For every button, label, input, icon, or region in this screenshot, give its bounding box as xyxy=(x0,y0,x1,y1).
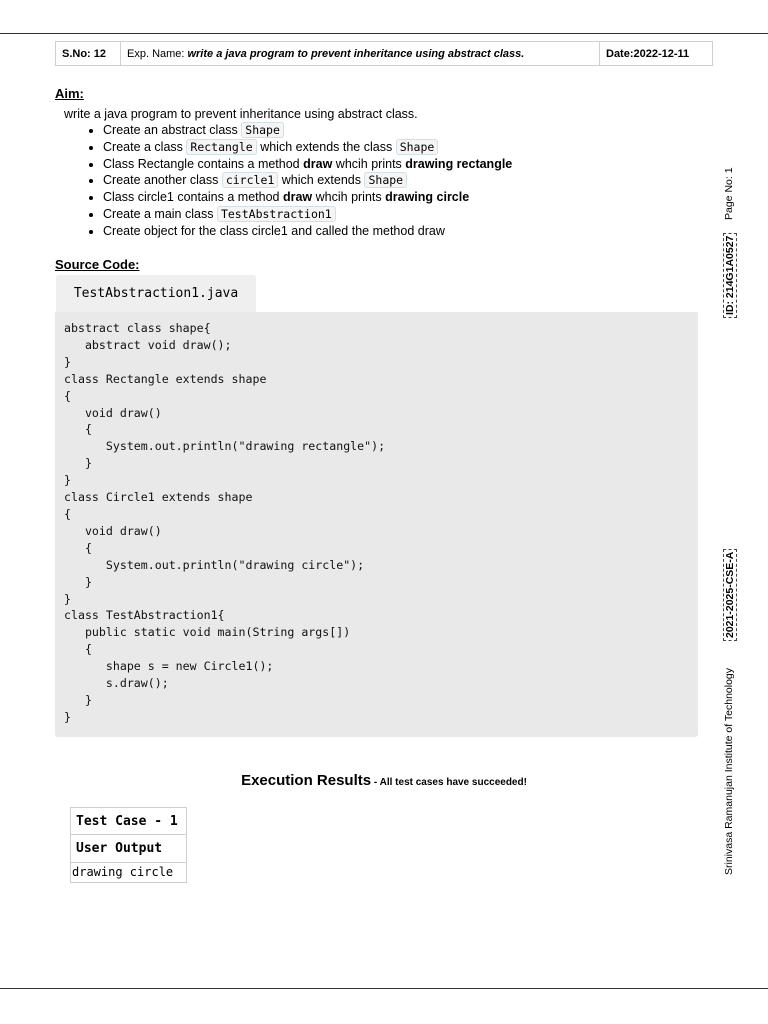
source-code: abstract class shape{ abstract void draw(); } class Rectangle extends shape { void draw() { System.out.println("drawing rectangle"); } } class Circle1 extends shape { void draw() { System.out.println("drawing circle"); } } class TestAbstraction1{ public static void main(String args[]) { shape s = new Circle1(); s.draw(); } } xyxy=(64,321,386,724)
experiment-name xyxy=(121,42,600,65)
bold-term: drawing rectangle xyxy=(405,156,513,171)
inline-code: circle1 xyxy=(222,172,278,188)
bold-term: drawing circle xyxy=(385,190,470,205)
experiment-name-label: Exp. Name: xyxy=(127,47,185,60)
list-item-text: Create an abstract class xyxy=(103,123,238,137)
bold-term: draw xyxy=(303,156,333,171)
aim-intro: write a java program to prevent inheritance using abstract class. xyxy=(64,107,418,121)
bottom-rule xyxy=(0,988,768,989)
list-item-text: Create another class xyxy=(103,173,219,188)
list-item xyxy=(103,122,512,139)
list-item xyxy=(103,223,512,240)
execution-results-title: Execution Results xyxy=(241,772,372,789)
list-item-text: which extends the class xyxy=(260,139,393,154)
list-item xyxy=(103,206,512,223)
inline-code: Shape xyxy=(364,172,407,188)
user-output-value: drawing circle xyxy=(72,865,174,879)
test-case-table xyxy=(70,807,187,883)
user-output-label: User Output xyxy=(71,835,186,863)
source-code-heading: Source Code: xyxy=(55,257,140,272)
list-item-text: whcih prints xyxy=(315,190,382,205)
list-item-text: which extends xyxy=(281,173,361,188)
execution-results-status: - All test cases have succeeded! xyxy=(371,777,527,788)
list-item-text: Class circle1 contains a method xyxy=(103,190,280,205)
list-item xyxy=(103,139,512,156)
list-item-text: Create a class xyxy=(103,139,183,154)
list-item xyxy=(103,156,512,173)
inline-code: Shape xyxy=(396,139,439,155)
experiment-title: write a java program to prevent inheritance using abstract class. xyxy=(187,47,525,60)
experiment-date: Date:2022-12-11 xyxy=(606,47,690,60)
top-rule xyxy=(0,33,768,34)
inline-code: TestAbstraction1 xyxy=(217,206,336,222)
aim-heading: Aim: xyxy=(55,86,84,101)
list-item-text: Class Rectangle contains a method xyxy=(103,156,300,171)
list-item xyxy=(103,189,512,206)
experiment-header xyxy=(55,41,713,66)
code-block xyxy=(55,312,698,737)
list-item xyxy=(103,172,512,189)
test-case-label: Test Case - 1 xyxy=(71,808,186,835)
student-id: ID: 214G1A0527 xyxy=(723,233,737,318)
list-item-text: Create object for the class circle1 and called the method draw xyxy=(103,223,445,238)
bold-term: draw xyxy=(282,190,313,205)
page-number: Page No: 1 xyxy=(723,167,735,220)
execution-results xyxy=(0,772,768,790)
aim-list xyxy=(87,122,512,240)
serial-number: S.No: 12 xyxy=(56,42,121,65)
list-item-text: Create a main class xyxy=(103,206,214,221)
inline-code: Rectangle xyxy=(186,139,256,155)
list-item-text: whcih prints xyxy=(335,156,402,171)
batch-label: 2021-2025-CSE-A xyxy=(723,549,737,641)
inline-code: Shape xyxy=(241,122,284,138)
institute-name: Srinivasa Ramanujan Institute of Technology xyxy=(723,667,735,875)
file-tab[interactable]: TestAbstraction1.java xyxy=(56,275,256,312)
